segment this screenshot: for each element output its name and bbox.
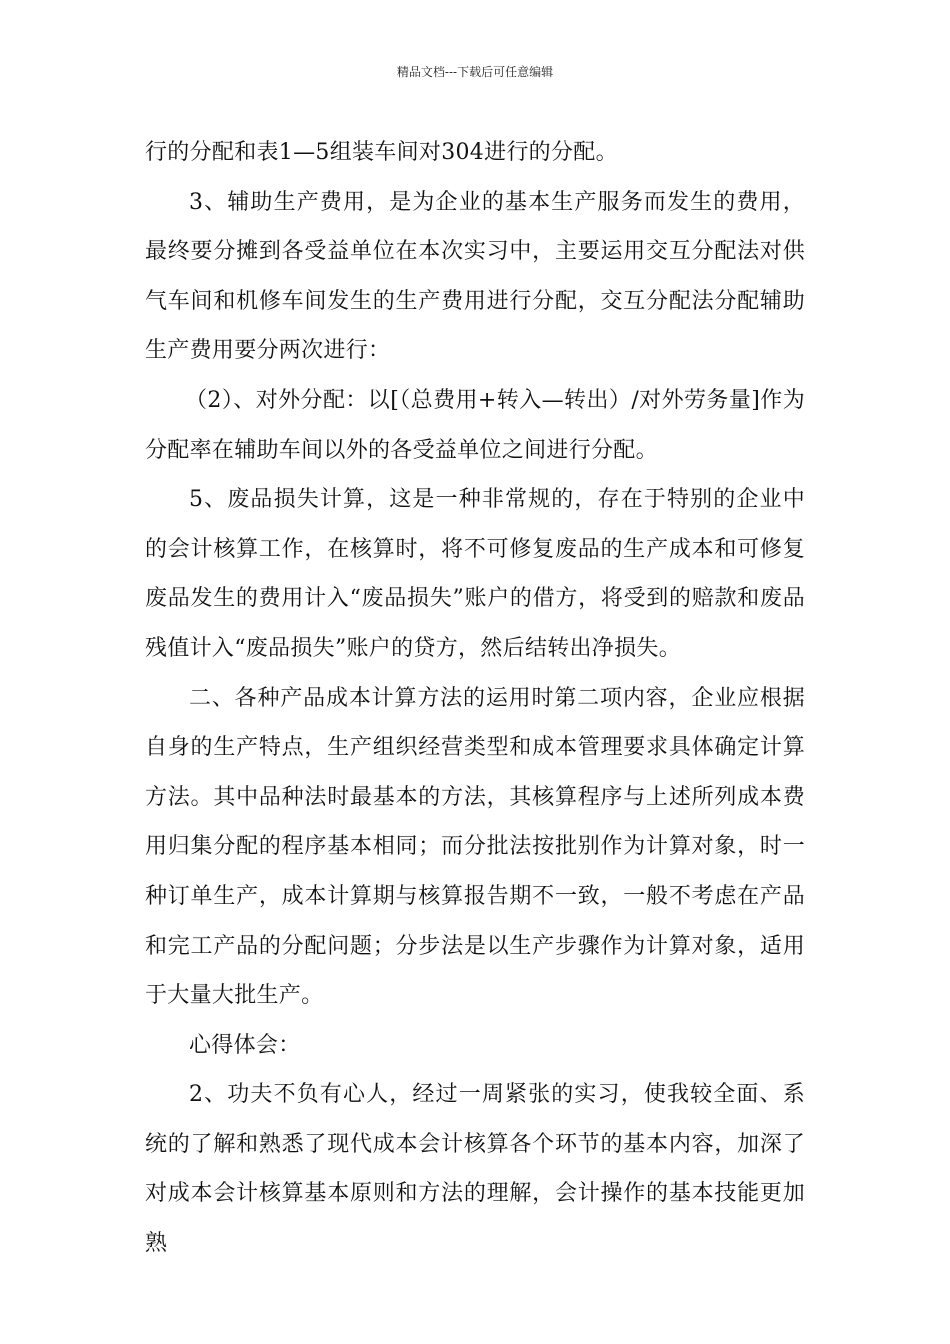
paragraph-continuation: 行的分配和表1—5组装车间对304进行的分配。 — [145, 140, 618, 165]
paragraph-scrap-loss: 5、废品损失计算，这是一种非常规的，存在于特别的企业中的会计核算工作，在核算时，将不可修复废品的生产成本和可修复废品发生的费用计入“废品损失”账户的借方，将受到的赔款和废品残值计入“废品损失”账户的贷方，然后结转出净损失。 — [145, 487, 805, 661]
paragraph-reflection-heading: 心得体会： — [189, 1032, 301, 1058]
page-header: 精品文档---下载后可任意编辑 — [396, 65, 554, 79]
paragraph-reflection: 2、功夫不负有心人，经过一周紧张的实习，使我较全面、系统的了解和熟悉了现代成本会计核算各个环节的基本内容，加深了对成本会计核算基本原则和方法的理解，会计操作的基本技能更加熟 — [145, 1082, 805, 1257]
paragraph-costing-methods: 二、各种产品成本计算方法的运用时第二项内容，企业应根据自身的生产特点，生产组织经营类型和成本管理要求具体确定计算方法。其中品种法时最基本的方法，其核算程序与上述所列成本费用归集分配的程序基本相同；而分批法按批别作为计算对象，时一种订单生产，成本计算期与核算报告期不一致，一般不考虑在产品和完工产品的分配问题；分步法是以生产步骤作为计算对象，适用于大量大批生产。 — [145, 685, 805, 1009]
paragraph-external-allocation: （2）、对外分配：以[（总费用+转入—转出）/对外劳务量]作为分配率在辅助车间以外的各受益单位之间进行分配。 — [145, 387, 805, 463]
paragraph-auxiliary-costs: 3、辅助生产费用，是为企业的基本生产服务而发生的费用，最终要分摊到各受益单位在本次实习中，主要运用交互分配法对供气车间和机修车间发生的生产费用进行分配，交互分配法分配辅助生产费用要分两次进行： — [145, 189, 805, 364]
document-body — [145, 128, 805, 1269]
